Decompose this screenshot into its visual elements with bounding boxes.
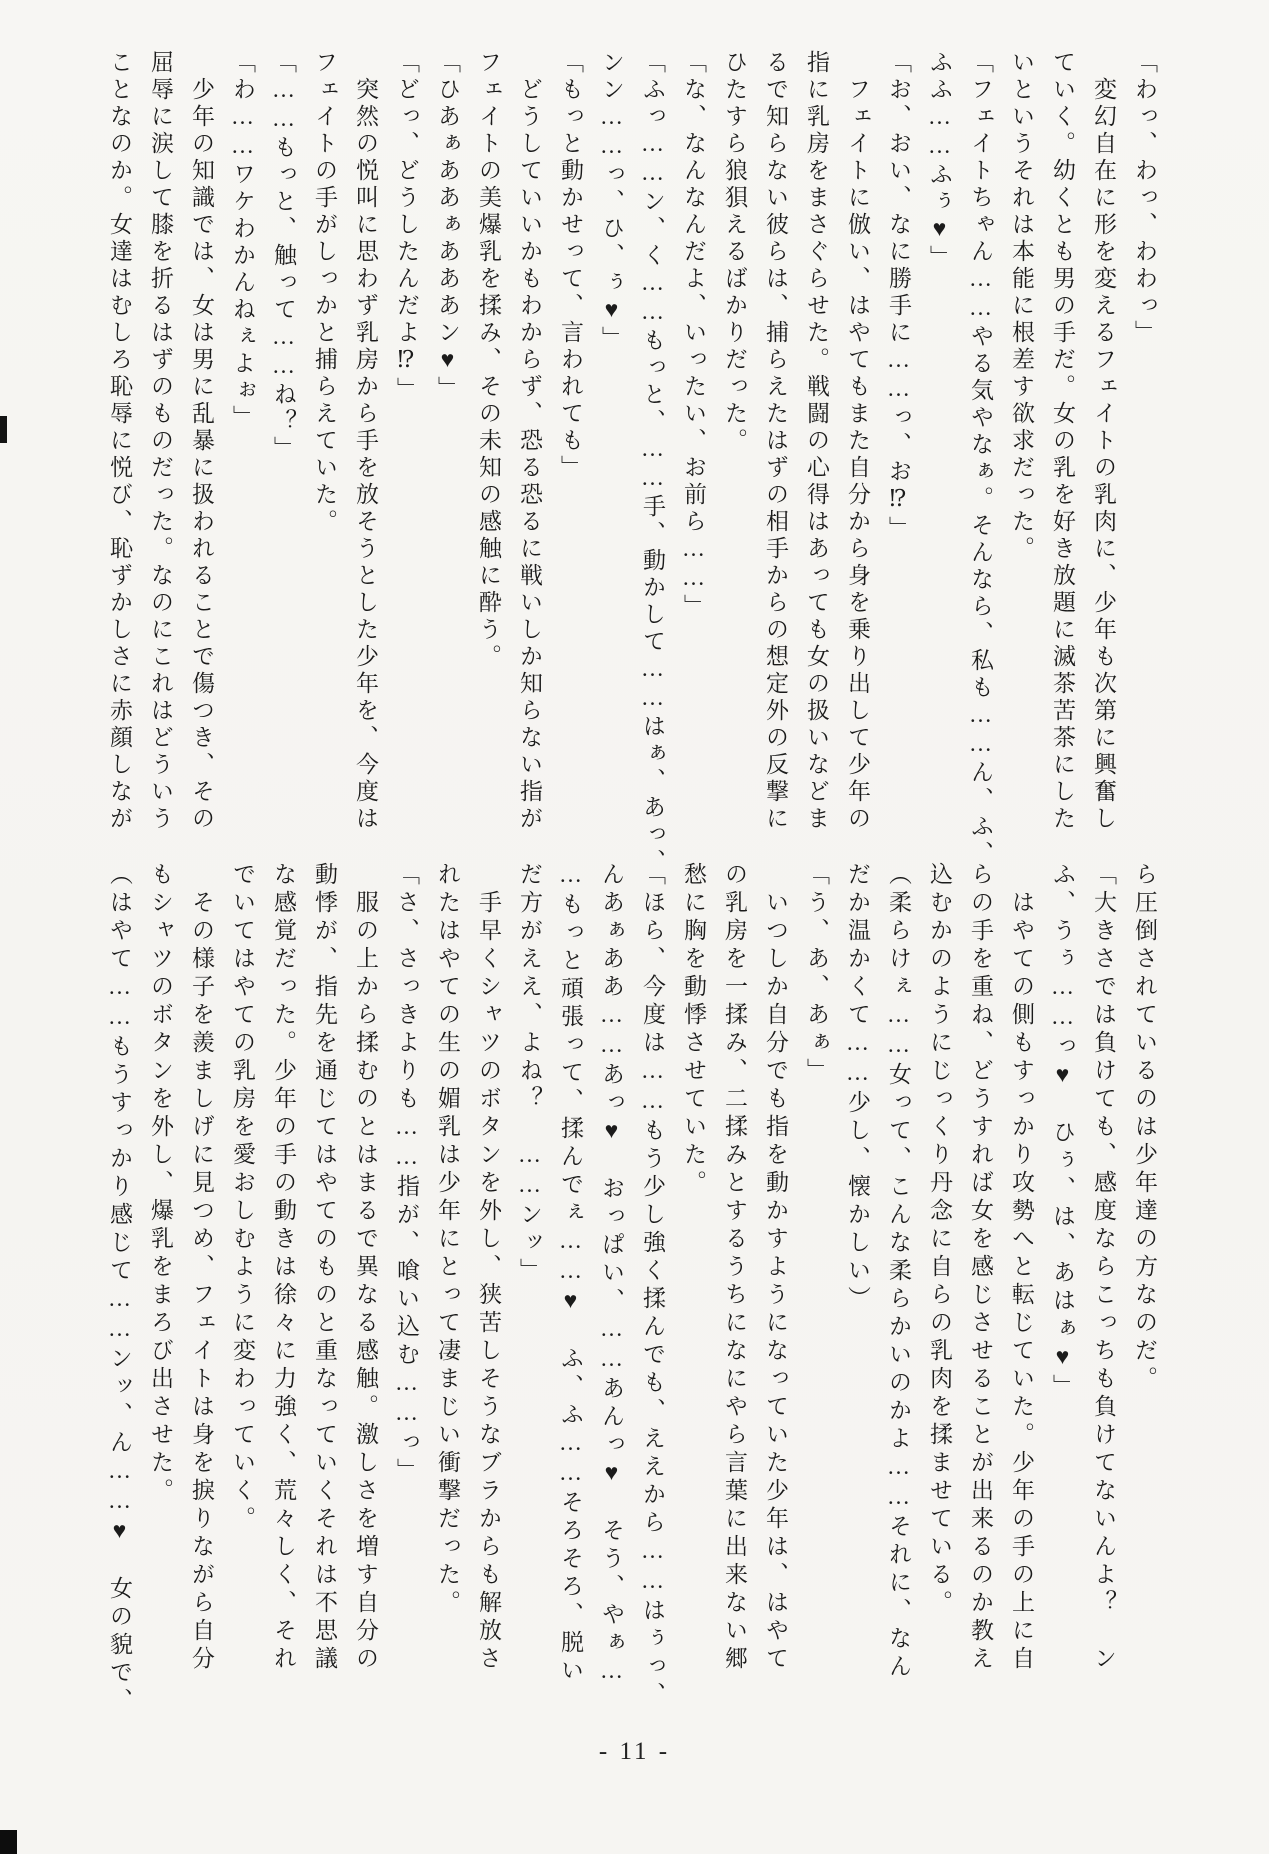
text-column: 突然の悦叫に思わず乳房から手を放そうとした少年を、今度は (353, 50, 378, 833)
text-column: ンン……っ、ひ、ぅ♥」 (599, 50, 624, 353)
text-column: だ方がええ、よね？ ……ンッ」 (517, 862, 542, 1286)
text-column: 動悸が、指先を通じてはやてのものと重なっていくそれは不思議 (312, 862, 337, 1674)
page-number: - 11 - (598, 1738, 671, 1765)
text-column: 「もっと動かせって、言われても」 (558, 50, 583, 482)
text-column: もシャツのボタンを外し、爆乳をまろび出させた。 (148, 862, 173, 1506)
text-column: な感覚だった。少年の手の動きは徐々に力強く、荒々しく、それ (271, 862, 296, 1674)
text-column: ふ、うぅ……っ♥ ひぅ、は、あはぁ♥」 (1050, 862, 1075, 1402)
text-column: 愁に胸を動悸させていた。 (681, 862, 706, 1198)
text-column: 屈辱に涙して膝を折るはずのものだった。なのにこれはどういう (148, 50, 173, 833)
text-column: 「さ、さっきよりも……指が、喰い込む……っ」 (394, 862, 419, 1486)
text-column: でいてはやての乳房を愛おしむように変わっていく。 (230, 862, 255, 1534)
bottom-text-block (99, 862, 1165, 1714)
text-column: フェイトの手がしっかと捕らえていた。 (312, 50, 337, 536)
text-column: だか温かくて……少し、懐かしい） (845, 862, 870, 1314)
text-column: はやての側もすっかり攻勢へと転じていた。少年の手の上に自 (1009, 862, 1034, 1674)
text-column: 変幻自在に形を変えるフェイトの乳肉に、少年も次第に興奮し (1091, 50, 1116, 833)
text-column: 「どっ、どうしたんだよ⁉」 (394, 50, 419, 404)
text-column: んあぁああ……あっ♥ おっぱい、……あんっ♥ そう、やぁ… (599, 862, 624, 1688)
text-column: いつしか自分でも指を動かすようになっていた少年は、はやて (763, 862, 788, 1674)
text-column: 「お、おい、なに勝手に……っ、お⁉」 (886, 50, 911, 543)
scan-edge-mark (0, 416, 7, 443)
text-column: ていく。幼くとも男の手だ。女の乳を好き放題に滅茶苦茶にした (1050, 50, 1075, 833)
text-column: 手早くシャツのボタンを外し、狭苦しそうなブラからも解放さ (476, 862, 501, 1674)
text-column: 「ひあぁああぁあああン♥」 (435, 50, 460, 403)
text-column: るで知らない彼らは、捕らえたはずの相手からの想定外の反撃に (763, 50, 788, 833)
top-text-block (99, 50, 1165, 875)
text-column: 「ふっ……ン、く……もっと、……手、動かして……はぁ、あっ、 (640, 50, 665, 876)
text-column: 服の上から揉むのとはまるで異なる感触。激しさを増す自分の (353, 862, 378, 1674)
text-column: 指に乳房をまさぐらせた。戦闘の心得はあっても女の扱いなどま (804, 50, 829, 833)
text-column: らの手を重ね、どうすれば女を感じさせることが出来るのか教え (968, 862, 993, 1674)
text-column: ことなのか。女達はむしろ恥辱に悦び、恥ずかしさに赤顔しなが (107, 50, 132, 833)
text-column: 少年の知識では、女は男に乱暴に扱われることで傷つき、その (189, 50, 214, 833)
text-column: ら圧倒されているのは少年達の方なのだ。 (1132, 862, 1157, 1394)
text-column: フェイトに倣い、はやてもまた自分から身を乗り出して少年の (845, 50, 870, 833)
text-column: 「フェイトちゃん……やる気やなぁ。そんなら、私も……ん、ふ、 (968, 50, 993, 868)
text-column: どうしていいかもわからず、恐る恐るに戦いしか知らない指が (517, 50, 542, 833)
text-column: 「わ……ワケわかんねぇよぉ」 (230, 50, 255, 432)
text-column: 「ほら、今度は……もう少し強く揉んでも、ええから……はぅっ、 (640, 862, 665, 1710)
text-column: ひたすら狼狽えるばかりだった。 (722, 50, 747, 455)
text-column: （はやて……もうすっかり感じて……ンッ、ん……♥ 女の貌で、 (107, 862, 132, 1716)
text-column: フェイトの美爆乳を揉み、その未知の感触に酔う。 (476, 50, 501, 671)
text-column: の乳房を一揉み、二揉みとするうちになにやら言葉に出来ない郷 (722, 862, 747, 1674)
text-column: 込むかのようにじっくり丹念に自らの乳肉を揉ませている。 (927, 862, 952, 1618)
text-column: 「う、あ、あぁ」 (804, 862, 829, 1086)
text-column: ふふ……ふぅ♥」 (927, 50, 952, 272)
text-column: その様子を羨ましげに見つめ、フェイトは身を捩りながら自分 (189, 862, 214, 1674)
text-column: 「な、なんなんだよ、いったい、お前ら……」 (681, 50, 706, 621)
text-column: 「……もっと、触って……ね？」 (271, 50, 296, 463)
scan-corner-mark (0, 1830, 17, 1854)
text-column: れたはやての生の媚乳は少年にとって凄まじい衝撃だった。 (435, 862, 460, 1618)
text-column: （柔らけぇ……女って、こんな柔らかいのかよ……それに、なん (886, 862, 911, 1682)
text-column: 「わっ、わっ、わわっ」 (1132, 50, 1157, 347)
text-column: いというそれは本能に根差す欲求だった。 (1009, 50, 1034, 563)
text-column: …もっと頑張って、揉んでぇ……♥ ふ、ふ……そろそろ、脱い (558, 862, 583, 1686)
text-column: 「大きさでは負けても、感度ならこっちも負けてないんよ？ ン (1091, 862, 1116, 1674)
